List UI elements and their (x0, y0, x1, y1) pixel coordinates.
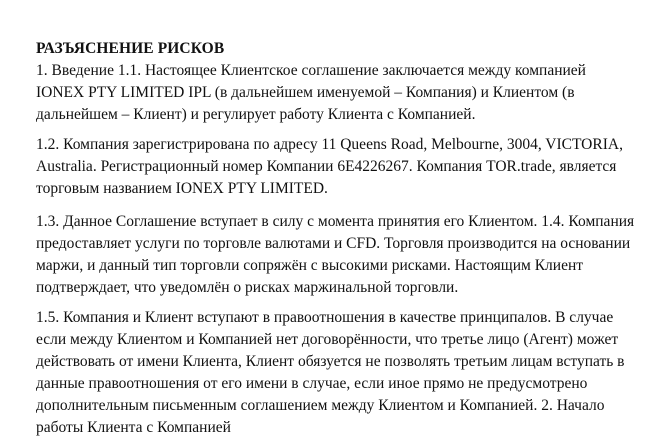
paragraph-line: 1.3. Данное Соглашение вступает в силу с момента принятия его Клиентом. 1.4. Компания (36, 213, 635, 230)
paragraph-line: Australia. Регистрационный номер Компании 6E4226267. Компания TOR.trade, является (36, 158, 617, 175)
document-body (36, 38, 652, 439)
paragraph-line: 1.5. Компания и Клиент вступают в правоотношения в качестве принципалов. В случае (36, 309, 614, 326)
paragraph-line: данные правоотношения от его имени в случае, если иное прямо не предусмотрено (36, 375, 588, 392)
paragraph-line: предоставляет услуги по торговле валютами и CFD. Торговля производится на основании (36, 235, 631, 252)
paragraph-line: торговым названием IONEX PTY LIMITED. (36, 180, 328, 197)
document-title: РАЗЪЯСНЕНИЕ РИСКОВ (36, 40, 225, 57)
paragraph-line: если между Клиентом и Компанией нет договорённости, что третье лицо (Агент) может (36, 331, 619, 348)
paragraph-line: дальнейшем – Клиент) и регулирует работу Клиента с Компанией. (36, 106, 476, 123)
paragraph-line: подтверждает, что уведомлён о рисках маржинальной торговли. (36, 279, 459, 296)
paragraph-line: 1. Введение 1.1. Настоящее Клиентское соглашение заключается между компанией (36, 62, 586, 79)
paragraph-principals (36, 307, 652, 439)
paragraph-line: IONEX PTY LIMITED IPL (в дальнейшем именуемой – Компания) и Клиентом (в (36, 84, 575, 101)
paragraph-line: дополнительным письменным соглашением между Клиентом и Компанией. 2. Начало (36, 397, 605, 414)
paragraph-agreement-effect (36, 211, 652, 299)
paragraph-introduction (36, 60, 652, 126)
paragraph-line: 1.2. Компания зарегистрирована по адресу 11 Queens Road, Melbourne, 3004, VICTORIA, (36, 136, 623, 153)
paragraph-registration (36, 134, 652, 200)
paragraph-line: работы Клиента с Компанией (36, 419, 231, 436)
paragraph-line: действовать от имени Клиента, Клиент обязуется не позволять третьим лицам вступать в (36, 353, 625, 370)
paragraph-line: маржи, и данный тип торговли сопряжён с высокими рисками. Настоящим Клиент (36, 257, 584, 274)
